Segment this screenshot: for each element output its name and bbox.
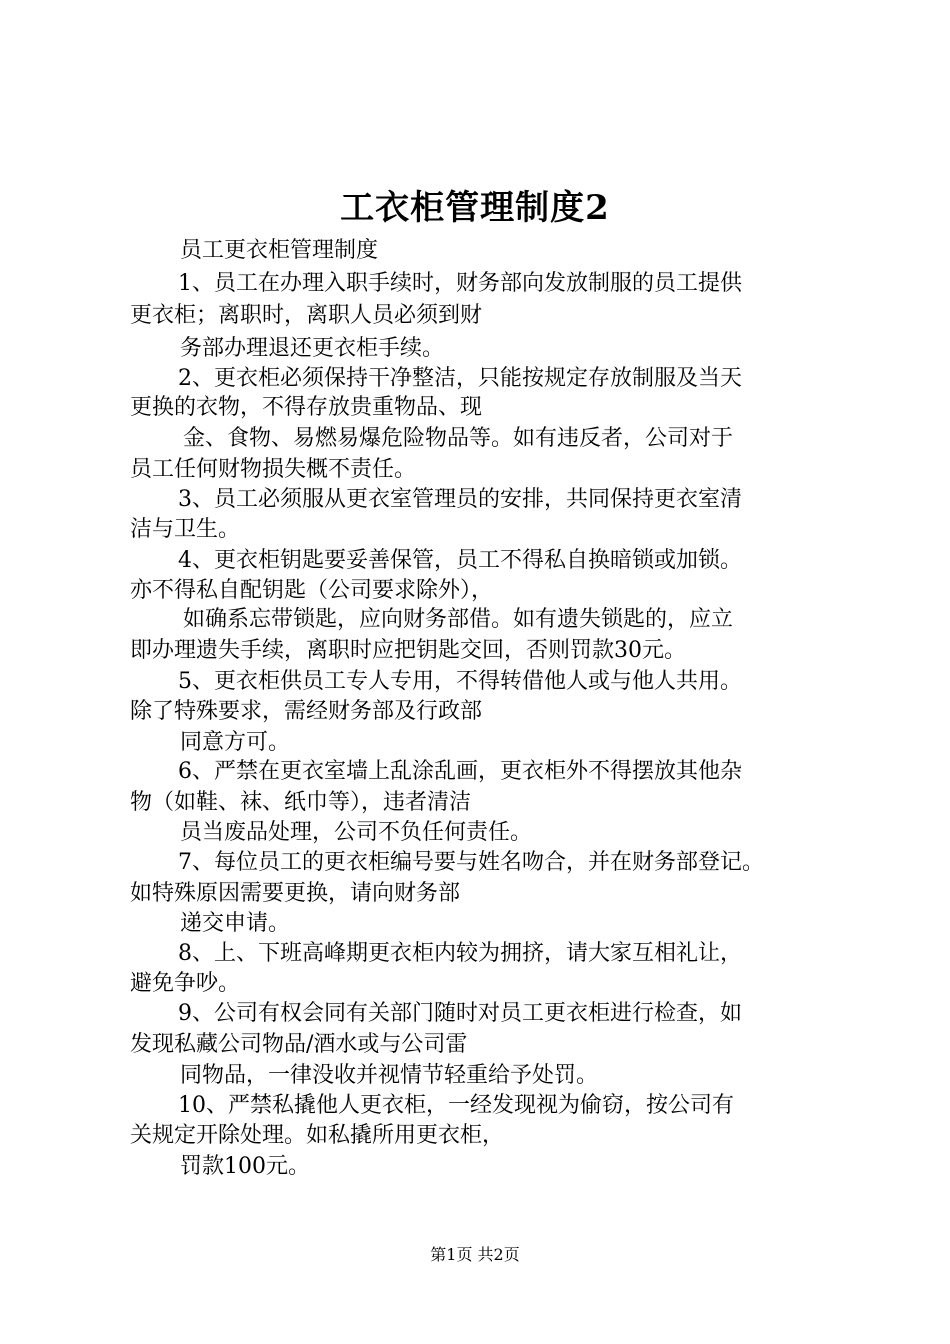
paragraph-line: 10、严禁私撬他人更衣柜，一经发现视为偷窃，按公司有 (178, 1093, 734, 1118)
paragraph-line: 避免争吵。 (130, 971, 241, 996)
paragraph-line: 递交申请。 (180, 911, 291, 936)
paragraph-line: 3、员工必须服从更衣室管理员的安排，共同保持更衣室清 (178, 487, 742, 512)
paragraph-line: 5、更衣柜供员工专人专用，不得转借他人或与他人共用。 (178, 669, 742, 694)
paragraph-line: 亦不得私自配钥匙（公司要求除外）， (130, 578, 494, 603)
paragraph-line: 金、食物、易燃易爆危险物品等。如有违反者，公司对于 (183, 426, 734, 451)
paragraph-line: 更换的衣物，不得存放贵重物品、现 (130, 395, 483, 420)
paragraph-line: 务部办理退还更衣柜手续。 (180, 336, 445, 361)
paragraph-line: 更衣柜；离职时，离职人员必须到财 (130, 303, 483, 328)
paragraph-line: 罚款100元。 (180, 1154, 310, 1179)
paragraph-line: 4、更衣柜钥匙要妥善保管，员工不得私自换暗锁或加锁。 (178, 548, 742, 573)
paragraph-line: 如特殊原因需要更换，请向财务部 (130, 881, 461, 906)
section-heading: 员工更衣柜管理制度 (180, 238, 379, 263)
paragraph-line: 即办理遗失手续，离职时应把钥匙交回，否则罚款30元。 (130, 638, 686, 663)
paragraph-line: 物（如鞋、袜、纸巾等），违者清洁 (130, 790, 472, 815)
paragraph-line: 9、公司有权会同有关部门随时对员工更衣柜进行检查，如 (178, 1001, 742, 1026)
paragraph-line: 7、每位员工的更衣柜编号要与姓名吻合，并在财务部登记。 (178, 850, 764, 875)
paragraph-line: 发现私藏公司物品/酒水或与公司雷 (130, 1032, 468, 1057)
paragraph-line: 洁与卫生。 (130, 517, 241, 542)
paragraph-line: 6、严禁在更衣室墙上乱涂乱画，更衣柜外不得摆放其他杂 (178, 759, 742, 784)
paragraph-line: 员工任何财物损失概不责任。 (130, 457, 417, 482)
page-footer: 第1页 共2页 (430, 1245, 520, 1264)
paragraph-line: 8、上、下班高峰期更衣柜内较为拥挤，请大家互相礼让， (178, 941, 742, 966)
paragraph-line: 如确系忘带锁匙，应向财务部借。如有遗失锁匙的，应立 (183, 607, 734, 632)
paragraph-line: 同意方可。 (180, 730, 291, 755)
paragraph-line: 同物品，一律没收并视情节轻重给予处罚。 (180, 1063, 599, 1088)
document-title: 工衣柜管理制度2 (340, 188, 610, 228)
paragraph-line: 关规定开除处理。如私撬所用更衣柜， (130, 1123, 505, 1148)
paragraph-line: 员当废品处理，公司不负任何责任。 (180, 820, 533, 845)
paragraph-line: 除了特殊要求，需经财务部及行政部 (130, 699, 483, 724)
paragraph-line: 1、员工在办理入职手续时，财务部向发放制服的员工提供 (178, 271, 742, 296)
paragraph-line: 2、更衣柜必须保持干净整洁，只能按规定存放制服及当天 (178, 366, 742, 391)
